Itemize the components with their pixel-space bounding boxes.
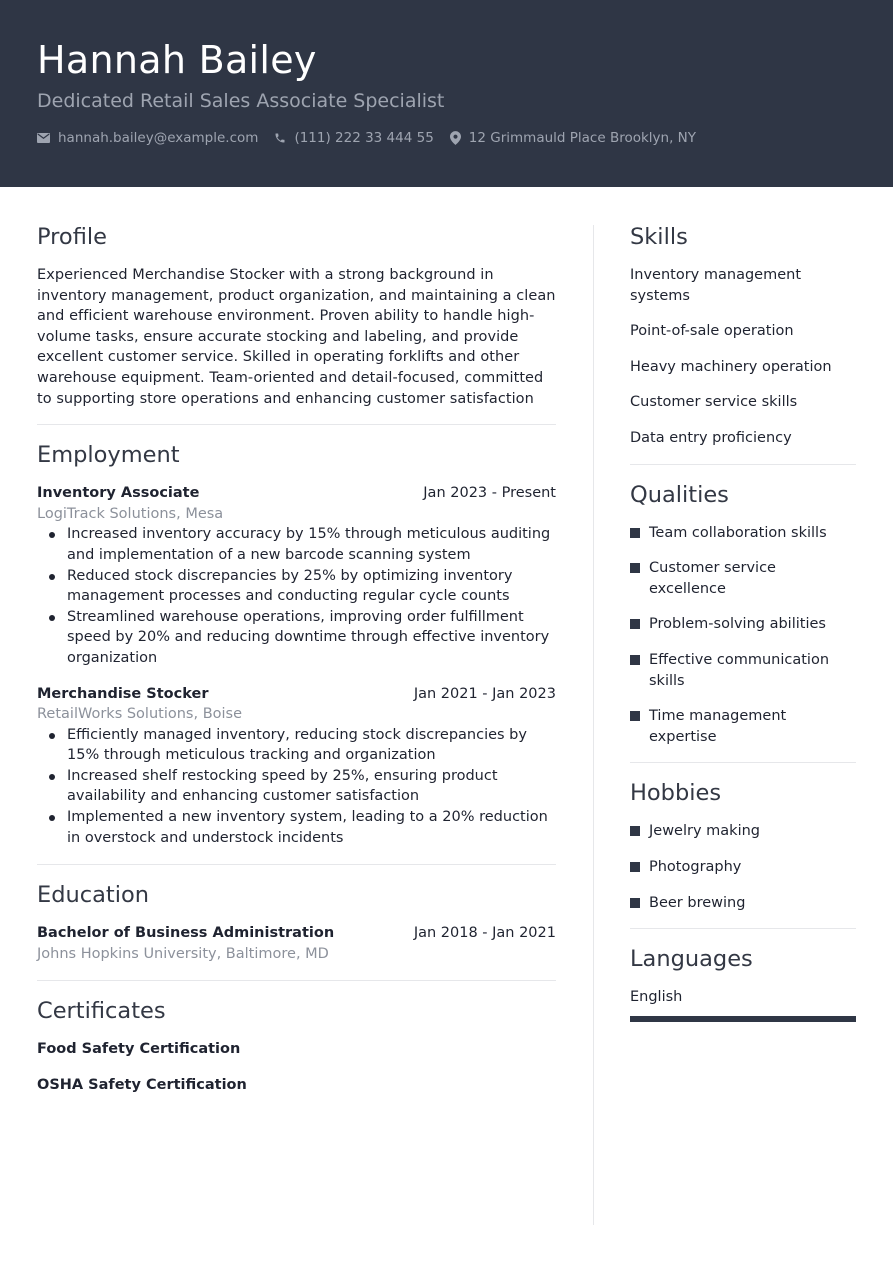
contact-phone[interactable] bbox=[274, 130, 433, 146]
languages-heading: Languages bbox=[630, 946, 753, 973]
contact-address bbox=[450, 130, 696, 146]
location-pin-icon bbox=[450, 131, 461, 145]
quality-item: Customer service excellence bbox=[630, 558, 856, 599]
certificates-heading: Certificates bbox=[37, 998, 166, 1025]
skill-item: Inventory management systems bbox=[630, 267, 801, 304]
profile-summary: Experienced Merchandise Stocker with a strong background in inventory management, product organization, and maintaining a clean and efficient warehouse environment. Proven ability to handle high-volume tasks, ensure accurate stocking and labeling, and provide excellent customer service. Skilled in operating forklifts and other warehouse equipment. Team-oriented and detail-focused, committed to supporting store operations and enhancing customer satisfaction bbox=[37, 267, 556, 407]
email-icon bbox=[37, 133, 50, 143]
skills-section bbox=[630, 222, 856, 449]
skill-item: Heavy machinery operation bbox=[630, 358, 832, 375]
hobby-item: Beer brewing bbox=[630, 893, 856, 914]
phone-icon bbox=[274, 132, 286, 144]
quality-item: Time management expertise bbox=[630, 706, 856, 747]
hobby-item: Jewelry making bbox=[630, 821, 856, 842]
contact-phone-text: (111) 222 33 444 55 bbox=[294, 130, 434, 146]
achievement-item: Efficiently managed inventory, reducing stock discrepancies by 15% through meticulous tracking and organization bbox=[37, 725, 556, 766]
certificates-section bbox=[37, 996, 556, 1095]
job-title: Merchandise Stocker bbox=[37, 685, 209, 702]
quality-item: Problem-solving abilities bbox=[630, 614, 856, 635]
section-divider bbox=[630, 928, 856, 929]
section-divider bbox=[630, 464, 856, 465]
achievement-item: Implemented a new inventory system, leading to a 20% reduction in overstock and understock incidents bbox=[37, 807, 556, 848]
section-divider bbox=[37, 864, 556, 865]
skills-heading: Skills bbox=[630, 224, 688, 250]
qualities-section bbox=[630, 480, 856, 748]
certificate-item: Food Safety Certification bbox=[37, 1041, 241, 1058]
employment-heading: Employment bbox=[37, 442, 180, 469]
certificate-item: OSHA Safety Certification bbox=[37, 1077, 247, 1094]
education-heading: Education bbox=[37, 882, 150, 909]
job-dates: Jan 2021 - Jan 2023 bbox=[413, 685, 556, 702]
contact-email[interactable] bbox=[37, 130, 258, 146]
employment-section bbox=[37, 440, 556, 848]
contact-email-text: hannah.bailey@example.com bbox=[58, 130, 259, 146]
achievement-item: Reduced stock discrepancies by 25% by optimizing inventory management processes and conducting regular cycle counts bbox=[37, 566, 556, 607]
language-name: English bbox=[630, 989, 683, 1006]
section-divider bbox=[37, 980, 556, 981]
job-company: RetailWorks Solutions, Boise bbox=[37, 706, 243, 723]
skill-item: Customer service skills bbox=[630, 394, 798, 411]
quality-item: Effective communication skills bbox=[630, 650, 856, 691]
candidate-title: Dedicated Retail Sales Associate Specialist bbox=[37, 90, 445, 112]
profile-heading: Profile bbox=[37, 224, 107, 250]
hobby-item: Photography bbox=[630, 857, 856, 878]
job-entry bbox=[37, 483, 556, 668]
candidate-name: Hannah Bailey bbox=[37, 38, 317, 82]
skill-item: Data entry proficiency bbox=[630, 429, 792, 446]
contact-address-text: 12 Grimmauld Place Brooklyn, NY bbox=[468, 130, 697, 146]
job-dates: Jan 2023 - Present bbox=[423, 485, 556, 502]
achievement-item: Streamlined warehouse operations, improving order fulfillment speed by 20% and reducing downtime through effective inventory organization bbox=[37, 607, 556, 669]
section-divider bbox=[630, 762, 856, 763]
education-dates: Jan 2018 - Jan 2021 bbox=[413, 925, 556, 942]
profile-section bbox=[37, 222, 556, 409]
education-section bbox=[37, 880, 556, 964]
qualities-heading: Qualities bbox=[630, 481, 729, 508]
job-achievements bbox=[37, 524, 556, 668]
resume-header bbox=[0, 0, 893, 187]
main-column bbox=[37, 222, 556, 1096]
hobbies-section bbox=[630, 778, 856, 913]
languages-section bbox=[630, 944, 856, 1022]
section-divider bbox=[37, 424, 556, 425]
job-achievements bbox=[37, 725, 556, 849]
achievement-item: Increased shelf restocking speed by 25%, ensuring product availability and enhancing customer satisfaction bbox=[37, 766, 556, 807]
sidebar-column bbox=[630, 222, 856, 1022]
column-divider bbox=[593, 225, 594, 1225]
language-level-bar bbox=[630, 1016, 856, 1022]
job-title: Inventory Associate bbox=[37, 485, 200, 502]
degree-title: Bachelor of Business Administration bbox=[37, 925, 335, 942]
achievement-item: Increased inventory accuracy by 15% through meticulous auditing and implementation of a new barcode scanning system bbox=[37, 524, 556, 565]
quality-item: Team collaboration skills bbox=[630, 523, 856, 544]
job-company: LogiTrack Solutions, Mesa bbox=[37, 505, 224, 522]
skill-item: Point-of-sale operation bbox=[630, 323, 794, 340]
contact-info bbox=[37, 130, 712, 146]
hobbies-heading: Hobbies bbox=[630, 780, 722, 807]
job-entry bbox=[37, 684, 556, 849]
language-level-fill bbox=[630, 1016, 856, 1022]
school-name: Johns Hopkins University, Baltimore, MD bbox=[37, 945, 329, 962]
